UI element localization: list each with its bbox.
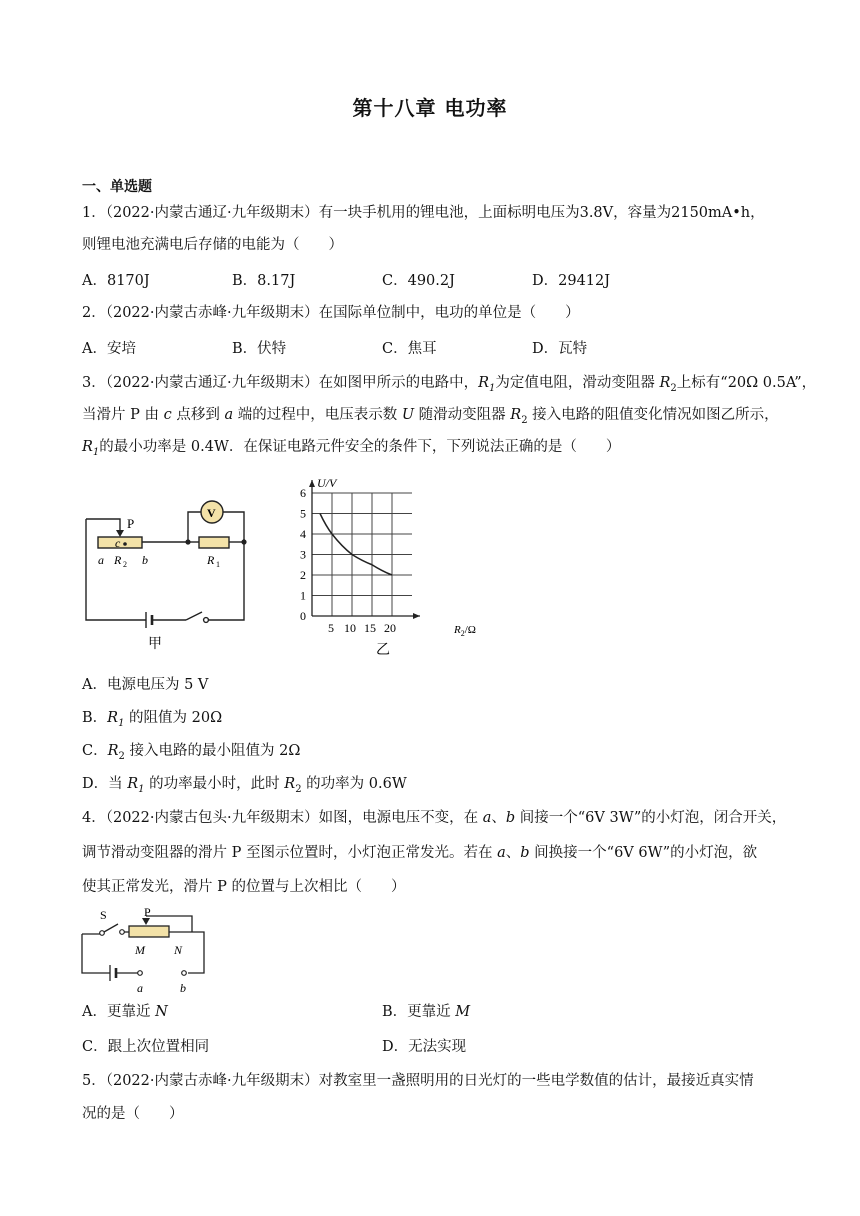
- q2-option-d: D．瓦特: [532, 341, 588, 357]
- q2-stem: 2．（2022·内蒙古赤峰·九年级期末）在国际单位制中，电功的单位是（ ）: [82, 305, 580, 321]
- section-heading: 一、单选题: [82, 179, 152, 195]
- x-tick-label: 20: [384, 621, 396, 635]
- y-axis-arrow: [309, 480, 315, 487]
- rheostat-label-r: R: [114, 553, 122, 567]
- q1-option-b: B．8.17J: [232, 273, 296, 289]
- graph-figure-yi: [292, 474, 488, 660]
- q3-option-b: B．$R_1$ 的阻值为 20Ω: [82, 710, 223, 729]
- x-tick-label: 10: [344, 621, 356, 635]
- q2-option-b: B．伏特: [232, 341, 287, 357]
- q3-stem-line1: 3．（2022·内蒙古通辽·九年级期末）在如图甲所示的电路中，$R_1$为定值电阻，滑动变阻器 $R_2$上标有“20Ω 0.5A”，: [82, 375, 817, 394]
- q1-option-c: C．490.2J: [382, 273, 455, 289]
- chart-series: [320, 514, 392, 576]
- q1-stem-line1: 1．（2022·内蒙古通辽·九年级期末）有一块手机用的锂电池，上面标明电压为3.8V，容量为2150mA•h，: [82, 205, 765, 221]
- figure-label-yi: 乙: [376, 643, 390, 658]
- voltmeter-label: V: [207, 506, 216, 520]
- switch-label-s: S: [100, 908, 107, 922]
- q1-stem-line2: 则锂电池充满电后存储的电能为（ ）: [82, 237, 343, 253]
- q2-option-c: C．焦耳: [382, 341, 437, 357]
- y-tick-label: 3: [300, 547, 306, 562]
- figure-label-jia: 甲: [148, 637, 162, 652]
- y-tick-label: 0: [300, 609, 306, 623]
- q3-stem-line2: 当滑片 P 由 c 点移到 a 端的过程中，电压表示数 U 随滑动变阻器 $R_2$ 接入电路的阻值变化情况如图乙所示，: [82, 407, 779, 426]
- q1-option-d: D．29412J: [532, 273, 611, 289]
- q3-option-c: C．$R_2$ 接入电路的最小阻值为 2Ω: [82, 743, 301, 762]
- q4-option-a: A．更靠近 N: [82, 1004, 168, 1020]
- q5-stem-line1: 5．（2022·内蒙古赤峰·九年级期末）对教室里一盏照明用的日光灯的一些电学数值的估计，最接近真实情: [82, 1073, 754, 1089]
- q4-option-b: B．更靠近 M: [382, 1004, 471, 1020]
- q4-option-c: C．跟上次位置相同: [82, 1039, 210, 1055]
- slider-label-p: P: [144, 906, 151, 919]
- x-tick-label: 5: [328, 621, 334, 635]
- terminal-label-a: a: [98, 553, 104, 567]
- y-tick-label: 2: [300, 568, 306, 582]
- q2-option-a: A．安培: [82, 341, 136, 357]
- q4-stem-line1: 4．（2022·内蒙古包头·九年级期末）如图，电源电压不变，在 a、b 间接一个“6V 3W”的小灯泡，闭合开关，: [82, 810, 787, 826]
- resistor-label-sub: 1: [216, 560, 220, 569]
- rheostat-end-n: N: [174, 943, 183, 957]
- q3-stem-line3: $R_1$的最小功率是 0.4W．在保证电路元件安全的条件下，下列说法正确的是（ ）: [82, 439, 621, 458]
- rheostat-end-m: M: [135, 943, 145, 957]
- q3-option-d: D．当 $R_1$ 的功率最小时，此时 $R_2$ 的功率为 0.6W: [82, 776, 407, 795]
- x-axis-label: $R_2/\Omega$: [454, 624, 476, 638]
- y-tick-label: 6: [300, 486, 306, 500]
- page-title: 第十八章 电功率: [352, 96, 508, 120]
- series-curve: [320, 514, 392, 576]
- y-tick-label: 4: [300, 527, 306, 541]
- y-axis-label: U/V: [317, 476, 337, 490]
- q3-option-a: A．电源电压为 5 V: [82, 677, 209, 693]
- q4-stem-line2: 调节滑动变阻器的滑片 P 至图示位置时，小灯泡正常发光。若在 a、b 间换接一个“6V 6W”的小灯泡，欲: [82, 845, 758, 861]
- chart-axes: [309, 480, 420, 619]
- circuit-figure-jia: [78, 492, 258, 654]
- y-tick-label: 1: [300, 588, 306, 603]
- q4-stem-line3: 使其正常发光，滑片 P 的位置与上次相比（ ）: [82, 879, 406, 895]
- terminal-label-b: b: [142, 553, 148, 567]
- point-label-c: c: [115, 536, 121, 550]
- q1-option-a: A．8170J: [82, 273, 150, 289]
- slider-label-p: P: [127, 516, 135, 531]
- q4-option-d: D．无法实现: [382, 1039, 467, 1055]
- resistor-label-r: R: [207, 553, 215, 567]
- chart-grid: [312, 493, 412, 616]
- y-tick-label: 5: [300, 506, 306, 521]
- circuit-figure-q4: [78, 906, 212, 996]
- chart-ticks: [300, 486, 396, 635]
- x-tick-label: 15: [364, 621, 376, 635]
- rheostat-label-sub: 2: [123, 560, 127, 569]
- terminal-label-b: b: [180, 981, 186, 995]
- terminal-label-a: a: [137, 981, 143, 995]
- x-axis-arrow: [413, 613, 420, 619]
- q5-stem-line2: 况的是（ ）: [82, 1106, 184, 1122]
